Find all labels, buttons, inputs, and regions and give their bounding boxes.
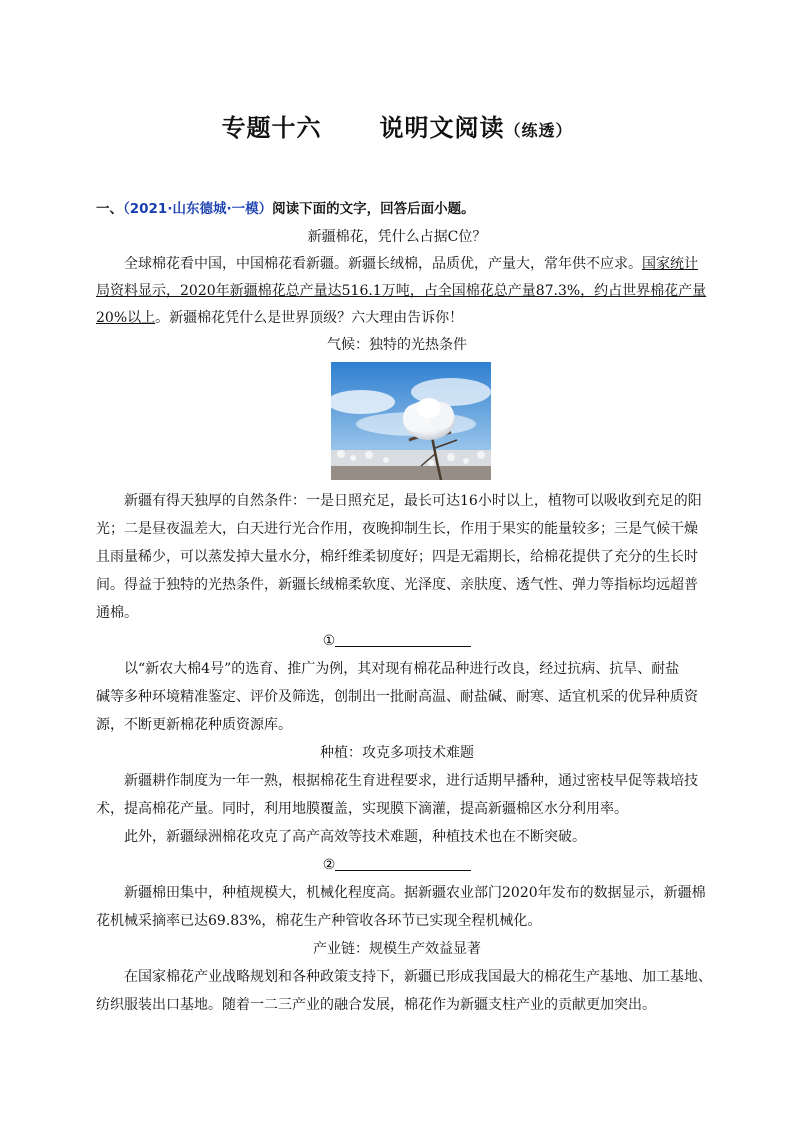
- paragraph-1-line-3: 20%以上。新疆棉花凭什么是世界顶级？六大理由告诉你！: [96, 310, 464, 326]
- blank-heading-1: ①: [0, 631, 794, 651]
- paragraph-2-line-3: 且雨量稀少，可以蒸发掉大量水分，棉纤维柔韧度好；四是无霜期长，给棉花提供了充分的生长时: [96, 549, 698, 565]
- question-header: [96, 199, 702, 219]
- paragraph-6-line-2: 花机械采摘率已达69.83%，棉花生产种管收各环节已实现全程机械化。: [96, 913, 542, 929]
- paragraph-4-line-1: 新疆耕作制度为一年一熟，根据棉花生育进程要求，进行适期早播种，通过密枝早促等栽培技: [124, 773, 698, 789]
- paragraph-2-line-4: 间。得益于独特的光热条件，新疆长绒棉柔软度、光泽度、亲肤度、透气性、弹力等指标均远超普: [96, 577, 698, 593]
- section-heading-industry: 产业链：规模生产效益显著: [313, 941, 481, 957]
- section-heading-climate: 气候：独特的光热条件: [327, 337, 467, 353]
- paragraph-1-line-1: 全球棉花看中国，中国棉花看新疆。新疆长绒棉，品质优，产量大，常年供不应求。国家统计: [124, 256, 698, 272]
- question-number: 一、: [96, 201, 123, 217]
- blank-1: [335, 632, 471, 647]
- paragraph-3-line-1: 以“新农大棉4号”的选育、推广为例，其对现有棉花品种进行改良，经过抗病、抗旱、耐盐: [124, 661, 680, 677]
- question-instruction: 阅读下面的文字，回答后面小题。: [272, 201, 475, 217]
- paragraph-3-line-3: 源，不断更新棉花种质资源库。: [96, 717, 292, 733]
- paragraph-1-line-2: 局资料显示，2020年新疆棉花总产量达516.1万吨，占全国棉花总产量87.3%，约占世界棉花产量: [96, 283, 707, 299]
- title-main: 专题十六: [221, 114, 322, 142]
- title-sub: 说明文阅读: [379, 114, 505, 142]
- blank-heading-2: ②: [0, 855, 794, 875]
- cotton-boll-photo: [331, 362, 491, 480]
- paragraph-7-line-2: 纺织服装出口基地。随着一二三产业的融合发展，棉花作为新疆支柱产业的贡献更加突出。: [96, 997, 656, 1013]
- blank-2: [335, 856, 471, 871]
- paragraph-4-line-2: 术，提高棉花产量。同时，利用地膜覆盖，实现膜下滴灌，提高新疆棉区水分利用率。: [96, 801, 628, 817]
- article-title: 新疆棉花，凭什么占据C位？: [307, 229, 487, 245]
- paragraph-6-line-1: 新疆棉田集中，种植规模大，机械化程度高。据新疆农业部门2020年发布的数据显示，新疆棉: [124, 885, 706, 901]
- paragraph-2-line-2: 光；二是昼夜温差大，白天进行光合作用，夜晚抑制生长，作用于果实的能量较多；三是气候干燥: [96, 521, 698, 537]
- paragraph-2-line-5: 通棉。: [96, 605, 138, 621]
- paragraph-3-line-2: 碱等多种环境精准鉴定、评价及筛选，创制出一批耐高温、耐盐碱、耐寒、适宜机采的优异种质资: [96, 689, 698, 705]
- paragraph-2-line-1: 新疆有得天独厚的自然条件：一是日照充足，最长可达16小时以上，植物可以吸收到充足的阳: [124, 493, 702, 509]
- page-title: [0, 108, 794, 143]
- title-suffix: （练透）: [504, 121, 573, 140]
- question-source: （2021·山东德城·一模）: [123, 201, 273, 217]
- paragraph-5: 此外，新疆绿洲棉花攻克了高产高效等技术难题，种植技术也在不断突破。: [124, 829, 586, 845]
- paragraph-7-line-1: 在国家棉花产业战略规划和各种政策支持下，新疆已形成我国最大的棉花生产基地、加工基地、: [124, 969, 712, 985]
- section-heading-planting: 种植：攻克多项技术难题: [320, 745, 474, 761]
